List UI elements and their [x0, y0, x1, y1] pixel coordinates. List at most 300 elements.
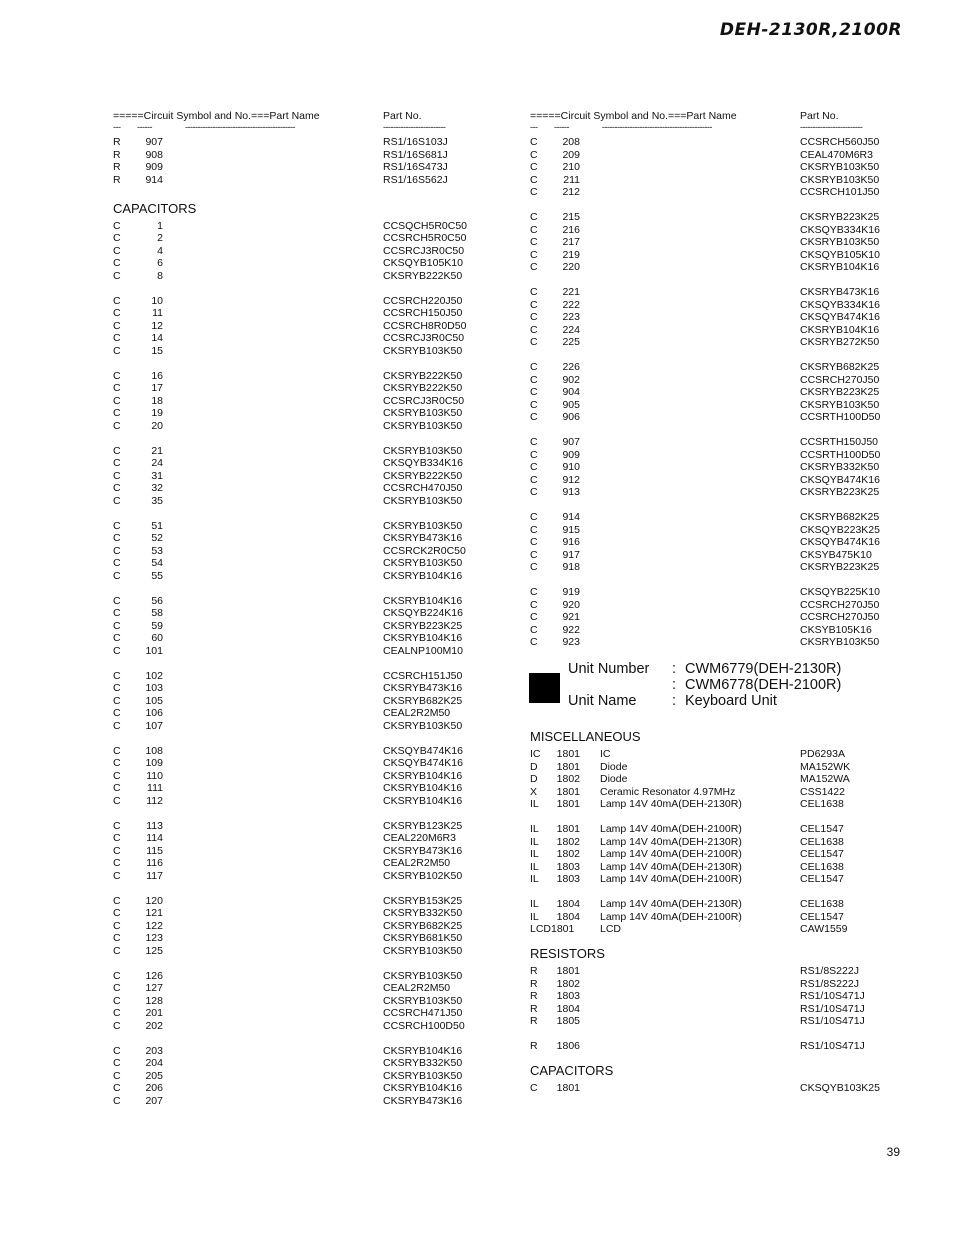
circuit-number: 1805 [556, 1015, 580, 1027]
part-row [113, 932, 493, 945]
part-number: CKSRYB223K25 [383, 619, 463, 632]
part-row [530, 624, 910, 637]
circuit-symbol: C [113, 469, 121, 482]
part-number: CCSRCH471J50 [383, 1007, 463, 1019]
part-name: Lamp 14V 40mA(DEH-2130R) [600, 898, 742, 910]
part-number: RS1/16S473J [383, 161, 448, 173]
part-number: CEL1547 [800, 910, 844, 923]
circuit-symbol: C [113, 694, 121, 707]
circuit-number: 1801 [556, 785, 580, 798]
symbol-header: =====Circuit Symbol and No.===Part Name [530, 110, 737, 122]
circuit-symbol: C [113, 494, 121, 507]
part-number: CCSRCH8R0D50 [383, 319, 467, 332]
part-row [113, 595, 493, 608]
part-row [113, 945, 493, 958]
circuit-number: 15 [151, 344, 163, 357]
circuit-number: 206 [145, 1082, 163, 1094]
circuit-number: 120 [145, 894, 163, 907]
circuit-symbol: C [113, 894, 121, 907]
circuit-number: 6 [157, 257, 163, 269]
part-row [530, 149, 910, 162]
part-number: CCSRCH470J50 [383, 482, 463, 494]
circuit-number: 1804 [556, 910, 580, 923]
part-row [530, 761, 910, 774]
part-number: RS1/8S222J [800, 965, 859, 977]
circuit-symbol: R [530, 1002, 538, 1015]
part-group [113, 295, 493, 358]
circuit-number: 902 [562, 373, 580, 386]
part-row [530, 374, 910, 387]
circuit-symbol: D [530, 760, 538, 773]
part-number: CKSQYB334K16 [800, 298, 880, 311]
part-row [530, 211, 910, 224]
part-row [530, 836, 910, 849]
part-row [113, 570, 493, 583]
circuit-number: 128 [145, 994, 163, 1007]
part-row [113, 1070, 493, 1083]
circuit-number: 123 [145, 932, 163, 944]
rule-symbol: --- [530, 122, 538, 132]
circuit-number: 209 [562, 148, 580, 161]
circuit-number: 223 [562, 311, 580, 323]
circuit-symbol: R [530, 1040, 538, 1052]
part-number: CKSRYB103K50 [383, 419, 463, 432]
part-name: Lamp 14V 40mA(DEH-2130R) [600, 798, 742, 810]
circuit-number: 112 [146, 794, 163, 807]
part-row [530, 136, 910, 149]
circuit-symbol: C [530, 223, 538, 236]
circuit-number: 127 [145, 982, 163, 994]
circuit-symbol: C [530, 561, 538, 573]
partno-header: Part No. [383, 110, 422, 122]
part-row [530, 923, 910, 936]
part-row [530, 411, 910, 424]
circuit-number: 912 [562, 473, 580, 486]
rule-number: ------ [554, 122, 569, 132]
circuit-symbol: R [530, 990, 538, 1002]
circuit-symbol: C [530, 148, 538, 161]
capacitor-tail-list [530, 1082, 910, 1095]
circuit-number: 1802 [556, 835, 580, 848]
circuit-number: 116 [146, 857, 163, 869]
circuit-symbol: C [113, 219, 121, 232]
circuit-symbol: X [530, 785, 538, 798]
circuit-number: 225 [562, 336, 580, 348]
circuit-symbol: C [113, 257, 121, 269]
part-row [113, 682, 493, 695]
part-row [113, 420, 493, 433]
part-number: CKSRYB681K50 [383, 932, 463, 944]
part-row [530, 873, 910, 886]
circuit-number: 1 [157, 219, 163, 232]
misc-groups [530, 748, 910, 936]
circuit-symbol: C [530, 311, 538, 323]
part-row [113, 1020, 493, 1033]
circuit-symbol: C [530, 598, 538, 611]
part-number: MA152WA [800, 773, 850, 785]
circuit-number: 121 [145, 907, 163, 919]
circuit-symbol: C [113, 344, 121, 357]
circuit-symbol: C [113, 619, 121, 632]
part-row [113, 445, 493, 458]
circuit-symbol: C [113, 832, 121, 844]
part-row [113, 245, 493, 258]
part-row [530, 236, 910, 249]
circuit-symbol: C [113, 269, 121, 282]
circuit-symbol: C [113, 419, 121, 432]
circuit-number: 53 [151, 544, 163, 557]
circuit-symbol: R [113, 148, 121, 161]
part-number: CKSRYB222K50 [383, 469, 463, 482]
part-number: CCSRCH220J50 [383, 294, 463, 307]
circuit-symbol: C [530, 1082, 538, 1094]
part-number: CCSRTH100D50 [800, 411, 881, 423]
part-number: CCSRCH5R0C50 [383, 232, 467, 244]
unit-number-colon: : [672, 661, 677, 677]
page-number: 39 [886, 1145, 900, 1159]
partno-header: Part No. [800, 110, 839, 122]
part-number: CKSRYB473K16 [383, 844, 463, 857]
circuit-symbol: C [113, 532, 121, 544]
part-number: CCSQCH5R0C50 [383, 219, 468, 232]
circuit-number: 204 [145, 1057, 163, 1069]
part-row [530, 599, 910, 612]
part-number: CKSRYB104K16 [383, 1044, 463, 1057]
circuit-symbol: C [530, 136, 538, 148]
part-number: CKSRYB272K50 [800, 336, 880, 348]
part-row [113, 645, 493, 658]
circuit-number: 907 [145, 136, 163, 148]
circuit-number: 125 [145, 944, 163, 957]
circuit-number: 906 [562, 411, 580, 423]
circuit-symbol: C [113, 757, 121, 769]
circuit-number: 105 [145, 694, 163, 707]
part-row [113, 607, 493, 620]
header-rule [113, 122, 493, 136]
part-name: Lamp 14V 40mA(DEH-2130R) [600, 835, 742, 848]
part-number: CKSRYB473K16 [383, 682, 463, 694]
circuit-symbol: C [113, 782, 121, 794]
part-number: CKSQYB474K16 [383, 757, 463, 769]
miscellaneous-heading: MISCELLANEOUS [530, 729, 641, 744]
circuit-symbol: C [113, 844, 121, 857]
circuit-number: 19 [151, 407, 163, 419]
circuit-symbol: C [530, 286, 538, 298]
part-name: Lamp 14V 40mA(DEH-2100R) [600, 823, 742, 835]
part-row [530, 990, 910, 1003]
part-number: CKSRYB332K50 [383, 1057, 463, 1069]
circuit-symbol: D [530, 773, 538, 785]
part-row [113, 370, 493, 383]
right-parts-column [530, 110, 910, 1107]
circuit-symbol: C [113, 294, 121, 307]
part-row [113, 907, 493, 920]
circuit-symbol: C [113, 1082, 121, 1094]
circuit-symbol: C [113, 857, 121, 869]
rule-partno: ------------------------- [800, 122, 863, 132]
part-row [113, 532, 493, 545]
part-number: CKSRYB104K16 [383, 594, 463, 607]
part-number: CKSRYB103K50 [383, 944, 463, 957]
circuit-number: 14 [151, 332, 163, 344]
resistors-heading: RESISTORS [530, 946, 605, 961]
circuit-symbol: IL [530, 898, 539, 910]
part-row [530, 324, 910, 337]
part-row [530, 486, 910, 499]
circuit-number: 210 [562, 161, 580, 173]
circuit-symbol: C [530, 161, 538, 173]
circuit-symbol: C [113, 482, 121, 494]
part-row [113, 870, 493, 883]
circuit-symbol: C [530, 386, 538, 398]
circuit-symbol: C [530, 511, 538, 523]
circuit-symbol: C [113, 407, 121, 419]
circuit-symbol: R [530, 965, 538, 977]
circuit-symbol: C [113, 444, 121, 457]
part-number: CKSRYB104K16 [383, 632, 463, 644]
part-row [530, 586, 910, 599]
circuit-symbol: C [530, 248, 538, 261]
circuit-number: 60 [151, 632, 163, 644]
circuit-symbol: IL [530, 848, 539, 860]
circuit-number: 1801 [556, 965, 580, 977]
part-group [113, 970, 493, 1033]
circuit-number: 907 [562, 436, 580, 448]
circuit-number: 51 [151, 519, 163, 532]
circuit-symbol: C [530, 636, 538, 648]
circuit-number: 101 [145, 644, 163, 657]
part-group [113, 1045, 493, 1108]
part-row [530, 611, 910, 624]
part-row [530, 798, 910, 811]
circuit-number: 114 [146, 832, 163, 844]
part-row [113, 161, 493, 174]
circuit-number: 17 [151, 382, 163, 394]
part-row [113, 1057, 493, 1070]
part-row [113, 220, 493, 233]
part-row [113, 232, 493, 245]
circuit-number: 108 [145, 744, 163, 757]
part-row [530, 161, 910, 174]
part-number: CKSRYB332K50 [800, 461, 880, 473]
part-number: CKSRYB682K25 [800, 361, 880, 373]
part-number: CEL1638 [800, 835, 844, 848]
part-number: CKSQYB334K16 [800, 223, 880, 236]
circuit-number: 113 [146, 819, 163, 832]
circuit-symbol: C [530, 523, 538, 536]
part-number: CKSRYB103K50 [800, 636, 880, 648]
part-row [530, 511, 910, 524]
part-number: CKSYB475K10 [800, 548, 872, 561]
part-number: CCSRCH101J50 [800, 186, 880, 198]
part-number: CKSRYB103K50 [383, 557, 463, 569]
part-row [530, 399, 910, 412]
circuit-symbol: IL [530, 860, 539, 873]
part-number: CCSRCH150J50 [383, 307, 463, 319]
part-row [113, 457, 493, 470]
circuit-symbol: C [530, 373, 538, 386]
part-number: CKSRYB153K25 [383, 894, 463, 907]
part-row [530, 261, 910, 274]
part-row [113, 1095, 493, 1108]
part-number: CCSRCJ3R0C50 [383, 394, 465, 407]
part-number: CCSRCH270J50 [800, 373, 880, 386]
header-rule [530, 122, 910, 136]
circuit-number: 1804 [556, 898, 580, 910]
part-number: CKSRYB223K25 [800, 561, 880, 573]
circuit-symbol: R [113, 136, 121, 148]
part-row [113, 545, 493, 558]
part-number: CCSRTH150J50 [800, 436, 879, 448]
circuit-symbol: C [113, 707, 121, 719]
part-row [530, 386, 910, 399]
circuit-number: 20 [151, 419, 163, 432]
circuit-number: 923 [562, 636, 580, 648]
circuit-symbol: C [530, 448, 538, 461]
circuit-symbol: C [113, 1057, 121, 1069]
column-header [113, 110, 493, 122]
circuit-number: 205 [145, 1069, 163, 1082]
part-row [530, 1040, 910, 1053]
circuit-symbol: C [113, 244, 121, 257]
circuit-number: 110 [146, 769, 163, 782]
part-number: RS1/10S471J [800, 990, 865, 1002]
circuit-number: 913 [562, 486, 580, 498]
circuit-symbol: C [530, 623, 538, 636]
part-row [113, 920, 493, 933]
part-row [113, 136, 493, 149]
part-number: CKSRYB104K16 [383, 569, 463, 582]
part-number: CCSRCH151J50 [383, 669, 463, 682]
resistor-groups [530, 965, 910, 1053]
part-row [530, 436, 910, 449]
circuit-number: 212 [562, 186, 580, 198]
part-number: CKSRYB103K50 [800, 236, 880, 248]
part-group [530, 136, 910, 199]
circuit-number: 52 [151, 532, 163, 544]
circuit-number: 107 [145, 719, 163, 732]
circuit-symbol: IC [530, 748, 541, 760]
circuit-number: 117 [146, 869, 163, 882]
part-row [530, 461, 910, 474]
circuit-symbol: C [113, 457, 121, 469]
part-row [530, 361, 910, 374]
part-number: CKSRYB223K25 [800, 211, 880, 223]
part-number: CKSRYB104K16 [800, 323, 880, 336]
circuit-symbol: C [113, 969, 121, 982]
circuit-symbol: R [113, 173, 121, 186]
circuit-number: 221 [562, 286, 580, 298]
circuit-number: 1802 [556, 773, 580, 785]
circuit-symbol: C [530, 336, 538, 348]
part-group [530, 436, 910, 499]
circuit-symbol: C [113, 232, 121, 244]
circuit-symbol: C [530, 323, 538, 336]
part-group [530, 965, 910, 1028]
circuit-symbol: C [113, 382, 121, 394]
circuit-number: 32 [151, 482, 163, 494]
circuit-number: 909 [562, 448, 580, 461]
part-number: CKSRYB103K50 [383, 994, 463, 1007]
part-number: CKSQYB474K16 [800, 311, 880, 323]
circuit-number: 1804 [556, 1002, 580, 1015]
part-row [113, 745, 493, 758]
circuit-symbol: C [113, 1019, 121, 1032]
circuit-symbol: C [530, 461, 538, 473]
circuit-number: 216 [562, 223, 580, 236]
part-row [530, 1003, 910, 1016]
circuit-number: 215 [562, 211, 580, 223]
circuit-number: 18 [151, 394, 163, 407]
part-row [113, 307, 493, 320]
circuit-symbol: C [113, 1007, 121, 1019]
part-row [530, 186, 910, 199]
part-number: CEAL2R2M50 [383, 707, 451, 719]
part-number: CKSRYB332K50 [383, 907, 463, 919]
part-row [530, 224, 910, 237]
part-row [530, 911, 910, 924]
circuit-number: 1803 [556, 860, 580, 873]
part-row [530, 549, 910, 562]
circuit-symbol: C [113, 632, 121, 644]
part-number: CKSQYB105K10 [383, 257, 463, 269]
part-row [530, 848, 910, 861]
part-row [530, 336, 910, 349]
circuit-symbol: C [113, 769, 121, 782]
part-group [530, 898, 910, 936]
part-number: RS1/16S103J [383, 136, 448, 148]
circuit-number: 55 [151, 569, 163, 582]
part-row [113, 149, 493, 162]
circuit-symbol: C [530, 611, 538, 623]
part-row [113, 482, 493, 495]
part-number: CCSRCJ3R0C50 [383, 332, 465, 344]
circuit-number: 1802 [556, 977, 580, 990]
part-number: CKSQYB103K25 [800, 1082, 880, 1094]
part-row [530, 249, 910, 262]
circuit-symbol: C [530, 536, 538, 548]
part-row [530, 449, 910, 462]
circuit-number: 904 [562, 386, 580, 398]
part-name: Lamp 14V 40mA(DEH-2100R) [600, 910, 742, 923]
part-number: CKSRYB103K50 [383, 344, 463, 357]
circuit-number: 1803 [556, 873, 580, 885]
circuit-symbol: C [530, 586, 538, 598]
circuit-symbol: IL [530, 798, 539, 810]
part-number: CKSRYB473K16 [383, 532, 463, 544]
part-number: CKSRYB104K16 [383, 794, 463, 807]
circuit-symbol: C [113, 519, 121, 532]
circuit-symbol: C [530, 398, 538, 411]
circuit-symbol: IL [530, 835, 539, 848]
part-number: CKSRYB682K25 [800, 511, 880, 523]
part-number: CEL1547 [800, 823, 844, 835]
part-number: CCSRTH100D50 [800, 448, 881, 461]
part-group [113, 445, 493, 508]
capacitors-heading: CAPACITORS [113, 200, 197, 216]
resistor-list [113, 136, 493, 186]
circuit-number: 219 [562, 248, 580, 261]
part-number: CKSQYB105K10 [800, 248, 880, 261]
circuit-number: 31 [151, 469, 163, 482]
circuit-symbol: C [113, 1069, 121, 1082]
circuit-number: 211 [563, 173, 580, 186]
circuit-symbol: C [113, 932, 121, 944]
circuit-symbol: C [113, 944, 121, 957]
unit-number-label: Unit Number [568, 661, 650, 677]
circuit-symbol: C [113, 394, 121, 407]
circuit-symbol: C [530, 486, 538, 498]
